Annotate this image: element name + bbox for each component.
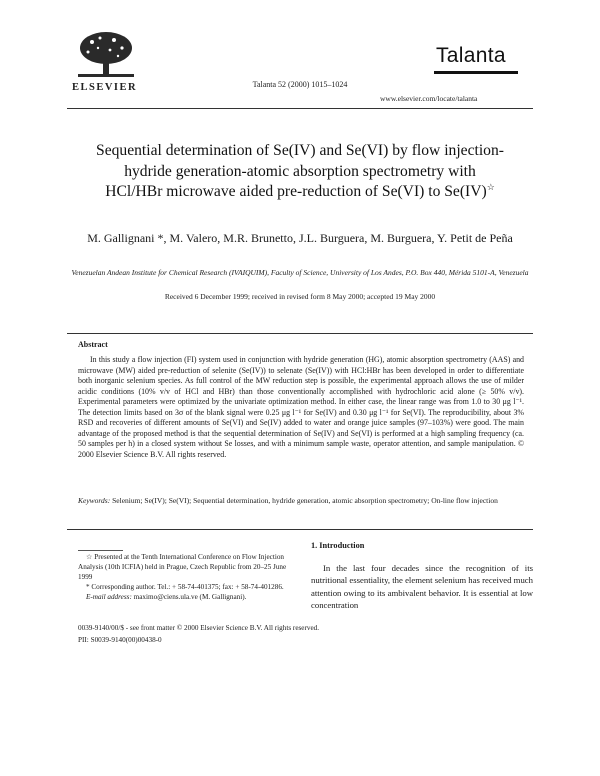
journal-citation: Talanta 52 (2000) 1015–1024 bbox=[252, 80, 348, 89]
abstract-heading: Abstract bbox=[78, 340, 108, 349]
journal-name: Talanta bbox=[436, 44, 506, 67]
footnote-presented: ☆ Presented at the Tenth International Conference on Flow Injection Analysis (10th ICFIA) held in Prague, Czech Republic from 20–25 June 1999 bbox=[78, 553, 287, 581]
copyright-block bbox=[78, 623, 319, 646]
email-label: E-mail address: bbox=[86, 593, 132, 601]
article-title-text: Sequential determination of Se(IV) and Se(VI) by flow injection-hydride generation-atomic absorption spectrometry with HCl/HBr microwave aided pre-reduction of Se(VI) to Se(IV) bbox=[96, 142, 504, 200]
abstract-bottom-divider bbox=[67, 529, 533, 530]
journal-name-underline bbox=[434, 71, 518, 74]
copyright-line: 0039-9140/00/$ - see front matter © 2000 Elsevier Science B.V. All rights reserved. bbox=[78, 624, 320, 632]
keywords bbox=[78, 496, 524, 507]
keywords-label: Keywords: bbox=[78, 496, 111, 505]
affiliation: Venezuelan Andean Institute for Chemical Research (IVAIQUIM), Faculty of Science, University of Los Andes, P.O. Box 440, Mérida 5101-A, Venezuela bbox=[71, 268, 529, 277]
email-address[interactable]: maximo@ciens.ula.ve (M. Gallignani). bbox=[133, 593, 247, 601]
abstract-top-divider bbox=[67, 333, 533, 334]
introduction-text: In the last four decades since the recognition of its nutritional essentiality, the element selenium has received much attention owing to its ambivalent behavior. It is essential at low concentration bbox=[311, 563, 533, 610]
pii-line: PII: S0039-9140(00)00438-0 bbox=[78, 635, 162, 644]
author-list: M. Gallignani *, M. Valero, M.R. Brunetto, J.L. Burguera, M. Burguera, Y. Petit de Peña bbox=[87, 231, 513, 245]
footnote-corresponding: * Corresponding author. Tel.: + 58-74-401375; fax: + 58-74-401286. bbox=[86, 583, 284, 591]
keywords-text: Selenium; Se(IV); Se(VI); Sequential determination, hydride generation, atomic absorption spectrometry; On-line flow injection bbox=[112, 496, 498, 505]
publisher-name: ELSEVIER bbox=[72, 82, 138, 93]
article-title bbox=[95, 141, 505, 203]
abstract-text: In this study a flow injection (FI) system used in conjunction with hydride generation (HG), atomic absorption spectrometry (AAS) and microwave (MW) aided pre-reduction of selenite (Se(IV)) to selenate (Se(IV)) with HCl:HBr has been developed in order to differentiate both inorganic selenium species. As full control of the MW reduction step is possible, the experimental approach allows the use of milder acidic conditions (10% v/v of HCl and HBr) than those conventionally accomplished with hydrochloric acid alone (≥ 50% v/v). Experimental parameters were optimized by the univariate optimization method. In either case, the linear range was from 1.0 to 30 μg l⁻¹. The detection limits based on 3σ of the blank signal were 0.25 μg l⁻¹ for Se(IV) and 0.30 μg l⁻¹ for Se(VI). The reproducibility, about 3% RSD and recoveries of different amounts of Se(VI) and Se(IV) added to water and orange juice samples (97–103%) were good. The main advantage of the proposed method is that the sequential determination of Se(IV) and Se(VI) is performed at a high sampling frequency (ca. 50 samples per h) in a closed system without Se losses, and with a minimum sample waste, operator attention, and sample manipulation. © 2000 Elsevier Science B.V. All rights reserved. bbox=[78, 355, 524, 459]
received-dates: Received 6 December 1999; received in revised form 8 May 2000; accepted 19 May 2000 bbox=[164, 292, 436, 301]
footnote-divider bbox=[78, 550, 123, 551]
journal-url[interactable]: www.elsevier.com/locate/talanta bbox=[380, 94, 478, 103]
footnote-email bbox=[78, 592, 296, 602]
header-divider bbox=[67, 108, 533, 109]
title-footnote-mark[interactable]: ☆ bbox=[486, 182, 495, 192]
footnotes bbox=[78, 552, 296, 602]
introduction-heading: 1. Introduction bbox=[311, 541, 365, 550]
